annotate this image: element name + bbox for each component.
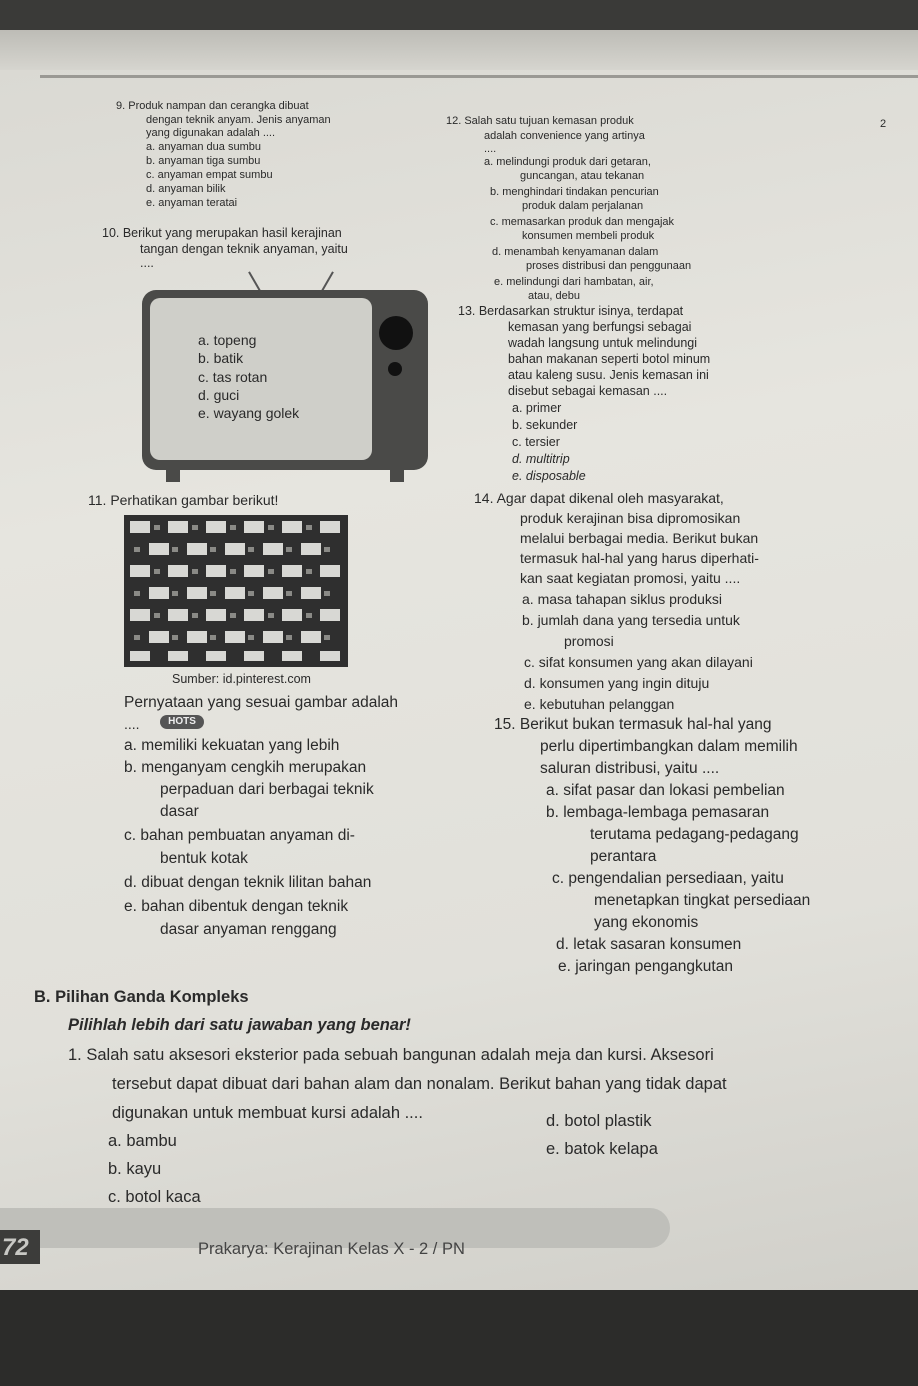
q15-option-c-cont2: yang ekonomis xyxy=(594,914,699,931)
q13-stem-1: 13. Berdasarkan struktur isinya, terdapat xyxy=(458,304,684,318)
q11-option-c-cont: bentuk kotak xyxy=(160,850,248,867)
q9-stem-1: 9. Produk nampan dan cerangka dibuat xyxy=(116,100,309,112)
footer-label: Prakarya: Kerajinan Kelas X - 2 / PN xyxy=(198,1240,465,1258)
q9-option-e: e. anyaman teratai xyxy=(146,197,238,209)
q10-stem-3: .... xyxy=(140,256,154,270)
q14-stem-3: melalui berbagai media. Berikut bukan xyxy=(520,530,759,546)
q14-option-d: d. konsumen yang ingin dituju xyxy=(524,675,710,691)
q13-option-c: c. tersier xyxy=(512,435,560,449)
q12-option-d: d. menambah kenyamanan dalam xyxy=(492,246,659,258)
q12-stem-2: adalah convenience yang artinya xyxy=(484,130,645,142)
q11-dots: .... xyxy=(124,716,140,732)
q12-option-b-cont: produk dalam perjalanan xyxy=(522,200,644,212)
tv-frame-illustration xyxy=(142,290,428,470)
section-b-q1-line2: tersebut dapat dibuat dari bahan alam dan nonalam. Berikut bahan yang tidak dapat xyxy=(112,1075,727,1093)
q11-option-b: b. menganyam cengkih merupakan xyxy=(124,759,367,776)
q9-option-a: a. anyaman dua sumbu xyxy=(146,141,261,153)
q9-option-c: c. anyaman empat sumbu xyxy=(146,169,273,181)
q14-stem-5: kan saat kegiatan promosi, yaitu .... xyxy=(520,570,741,586)
q9-stem-2: dengan teknik anyam. Jenis anyaman xyxy=(146,114,331,126)
page-top-shadow xyxy=(0,30,918,70)
q13-stem-2: kemasan yang berfungsi sebagai xyxy=(508,320,692,334)
tv-knob-large-icon xyxy=(379,316,413,350)
q15-option-c: c. pengendalian persediaan, yaitu xyxy=(552,870,784,887)
q13-stem-3: wadah langsung untuk melindungi xyxy=(508,336,698,350)
section-b-q1-option-d: d. botol plastik xyxy=(546,1112,652,1130)
q13-option-e: e. disposable xyxy=(512,469,586,483)
q10-option-d: d. guci xyxy=(198,387,240,403)
q12-option-c: c. memasarkan produk dan mengajak xyxy=(490,216,675,228)
q12-option-a-cont: guncangan, atau tekanan xyxy=(520,170,645,182)
tv-leg-right xyxy=(390,468,404,482)
q14-stem-2: produk kerajinan bisa dipromosikan xyxy=(520,510,741,526)
q10-stem-2: tangan dengan teknik anyaman, yaitu xyxy=(140,242,348,256)
q15-stem-3: saluran distribusi, yaitu .... xyxy=(540,760,720,777)
q10-stem-1: 10. Berikut yang merupakan hasil kerajinan xyxy=(102,226,342,240)
q15-option-e: e. jaringan pengangkutan xyxy=(558,958,733,975)
q12-stem-3: .... xyxy=(484,143,497,155)
section-b-title: B. Pilihan Ganda Kompleks xyxy=(34,988,249,1006)
q15-option-c-cont1: menetapkan tingkat persediaan xyxy=(594,892,811,909)
q11-option-e: e. bahan dibentuk dengan teknik xyxy=(124,898,349,915)
q11-option-b-cont1: perpaduan dari berbagai teknik xyxy=(160,781,374,798)
q10-option-e: e. wayang golek xyxy=(198,405,300,421)
q15-stem-2: perlu dipertimbangkan dalam memilih xyxy=(540,738,798,755)
q14-option-c: c. sifat konsumen yang akan dilayani xyxy=(524,654,753,670)
q10-option-a: a. topeng xyxy=(198,332,257,348)
q11-option-e-cont: dasar anyaman renggang xyxy=(160,921,337,938)
tv-leg-left xyxy=(166,468,180,482)
tv-knob-small-icon xyxy=(388,362,402,376)
page-crease xyxy=(40,75,918,78)
section-b-instruction: Pilihlah lebih dari satu jawaban yang benar! xyxy=(68,1016,411,1034)
section-b-q1-option-a: a. bambu xyxy=(108,1132,177,1150)
section-b-q1-line1: 1. Salah satu aksesori eksterior pada sebuah bangunan adalah meja dan kursi. Aksesori xyxy=(68,1046,714,1064)
section-b-q1-option-b: b. kayu xyxy=(108,1160,162,1178)
q15-option-b: b. lembaga-lembaga pemasaran xyxy=(546,804,770,821)
q12-option-c-cont: konsumen membeli produk xyxy=(522,230,655,242)
background-surface xyxy=(0,1290,918,1386)
q13-option-d: d. multitrip xyxy=(512,452,570,466)
q11-option-d: d. dibuat dengan teknik lilitan bahan xyxy=(124,874,372,891)
q9-option-d: d. anyaman bilik xyxy=(146,183,226,195)
q12-option-e-cont: atau, debu xyxy=(528,290,580,302)
q13-stem-5: atau kaleng susu. Jenis kemasan ini xyxy=(508,368,709,382)
q13-option-a: a. primer xyxy=(512,401,562,415)
q13-option-b: b. sekunder xyxy=(512,418,578,432)
q11-option-c: c. bahan pembuatan anyaman di- xyxy=(124,827,355,844)
q14-option-e: e. kebutuhan pelanggan xyxy=(524,696,675,712)
q11-stem: 11. Perhatikan gambar berikut! xyxy=(88,492,279,508)
woven-pattern-image xyxy=(124,515,348,667)
q13-stem-6: disebut sebagai kemasan .... xyxy=(508,384,668,398)
q14-option-b: b. jumlah dana yang tersedia untuk xyxy=(522,612,740,628)
q15-option-b-cont2: perantara xyxy=(590,848,657,865)
q9-stem-3: yang digunakan adalah .... xyxy=(146,127,276,139)
section-b-q1-line3: digunakan untuk membuat kursi adalah .... xyxy=(112,1104,423,1122)
q12-option-b: b. menghindari tindakan pencurian xyxy=(490,186,659,198)
q14-option-a: a. masa tahapan siklus produksi xyxy=(522,591,722,607)
q13-stem-4: bahan makanan seperti botol minum xyxy=(508,352,711,366)
q15-option-b-cont1: terutama pedagang-pedagang xyxy=(590,826,799,843)
q10-option-b: b. batik xyxy=(198,350,244,366)
page-number-tab xyxy=(0,1230,40,1264)
q14-stem-1: 14. Agar dapat dikenal oleh masyarakat, xyxy=(474,490,724,506)
margin-number: 2 xyxy=(880,118,887,130)
page-number: 72 xyxy=(2,1234,29,1261)
q10-option-c: c. tas rotan xyxy=(198,369,268,385)
q11-prompt: Pernyataan yang sesuai gambar adalah xyxy=(124,694,399,711)
q9-option-b: b. anyaman tiga sumbu xyxy=(146,155,261,167)
q14-option-b-cont: promosi xyxy=(564,633,614,649)
q12-option-a: a. melindungi produk dari getaran, xyxy=(484,156,651,168)
section-b-q1-option-e: e. batok kelapa xyxy=(546,1140,658,1158)
q11-option-a: a. memiliki kekuatan yang lebih xyxy=(124,737,340,754)
q12-option-e: e. melindungi dari hambatan, air, xyxy=(494,276,654,288)
hots-badge: HOTS xyxy=(160,715,204,729)
section-b-q1-option-c: c. botol kaca xyxy=(108,1188,201,1206)
q12-stem-1: 12. Salah satu tujuan kemasan produk xyxy=(446,115,634,127)
q12-option-d-cont: proses distribusi dan penggunaan xyxy=(526,260,692,272)
q15-option-a: a. sifat pasar dan lokasi pembelian xyxy=(546,782,785,799)
q11-option-b-cont2: dasar xyxy=(160,803,199,820)
q11-image-source: Sumber: id.pinterest.com xyxy=(172,672,311,686)
q14-stem-4: termasuk hal-hal yang harus diperhati- xyxy=(520,550,759,566)
q15-option-d: d. letak sasaran konsumen xyxy=(556,936,742,953)
q15-stem-1: 15. Berikut bukan termasuk hal-hal yang xyxy=(494,716,772,733)
